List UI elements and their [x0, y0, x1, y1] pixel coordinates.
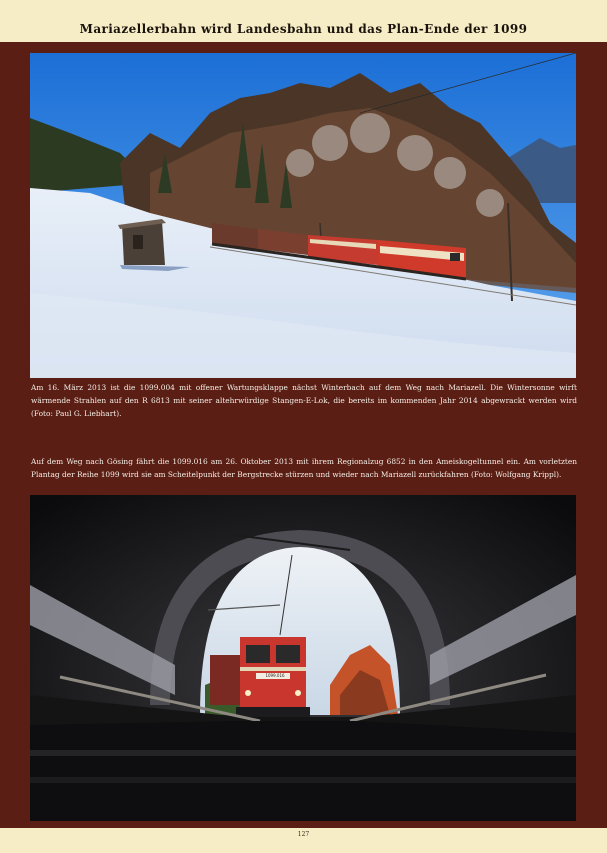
loco-number-plate: 1099.016	[265, 673, 285, 678]
photo-tunnel-train	[30, 495, 576, 821]
page-title: Mariazellerbahn wird Landesbahn und das Plan-Ende der 1099	[79, 22, 528, 36]
photo-caption-1: Am 16. März 2013 ist die 1099.004 mit offener Wartungsklappe nächst Winterbach auf dem Weg nach Mariazell. Die Wintersonne wirft wärmende Strahlen auf den R 6813 mit seiner altehrwürdige Stangen-E-Lok, die bereits im kommenden Jahr 2014 abgewrackt werden wird (Foto: Paul G. Liebhart).	[31, 383, 577, 418]
photo-caption-2: Auf dem Weg nach Gösing fährt die 1099.016 am 26. Oktober 2013 mit ihrem Regionalzug 6852 in den Ameiskogeltunnel ein. Am vorletzten Plantag der Reihe 1099 wird sie am Scheitelpunkt der Bergstrecke stürzen und wieder nach Mariazell zurückfahren (Foto: Wolfgang Krippl).	[31, 457, 577, 479]
page-number: 127	[297, 831, 310, 838]
photo-winter-train	[30, 53, 576, 378]
